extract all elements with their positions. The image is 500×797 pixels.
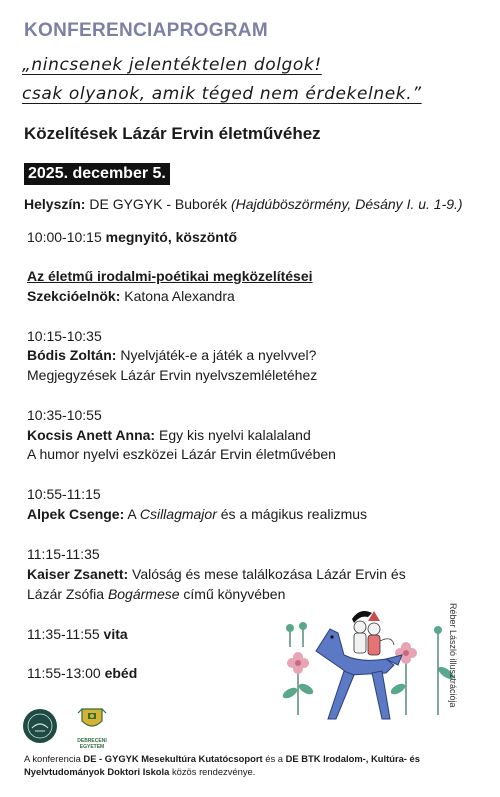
- section-title-row: [27, 266, 313, 286]
- quote-line-2: csak olyanok, amik téged nem érdekelnek.”: [22, 84, 422, 104]
- opening-time: 10:00-10:15: [27, 229, 102, 245]
- university-crest-icon: [74, 705, 110, 733]
- university-logo: [74, 705, 110, 750]
- footer-org-2: DE BTK Irodalom-, Kultúra- és Nyelvtudományok Doktori Iskola: [24, 753, 420, 777]
- section-chair-row: [27, 286, 235, 306]
- talk-1-title-2: Megjegyzések Lázár Ervin nyelvszemléletéhez: [27, 367, 318, 383]
- talk-2-title-1: Egy kis nyelvi kalalaland: [158, 427, 311, 443]
- talk-4-speaker: Kaiser Zsanett:: [27, 566, 129, 582]
- plant-bud-icon: [299, 622, 307, 630]
- talk-4-title-2-post: című könyvében: [183, 586, 286, 602]
- talk-4-title-1: Valóság és mese találkozása Lázár Ervin és: [132, 566, 406, 582]
- talk-4-line-1: [27, 564, 406, 584]
- talk-3-speaker: Alpek Csenge:: [27, 506, 125, 522]
- footer-pre: A konferencia: [24, 753, 81, 764]
- lunch-row: [27, 663, 137, 683]
- quote-line-1: „nincsenek jelentéktelen dolgok!: [22, 55, 322, 75]
- talk-1-title-1: Nyelvjáték-e a játék a nyelvvel?: [120, 347, 317, 363]
- opening-row: [27, 227, 237, 247]
- venue-line: [24, 196, 463, 212]
- riders-icon: [352, 611, 394, 655]
- lunch-title: ebéd: [104, 665, 138, 681]
- talk-2-speaker: Kocsis Anett Anna:: [27, 427, 156, 443]
- program-title: KONFERENCIAPROGRAM: [24, 20, 268, 41]
- discussion-row: [27, 624, 128, 644]
- venue-address: (Hajdúböszörmény, Désány I. u. 1-9.): [230, 196, 463, 212]
- section-chair-label: Szekcióelnök:: [27, 288, 121, 304]
- talk-1-time: 10:15-10:35: [27, 328, 102, 344]
- venue-name: DE GYGYK - Buborék: [89, 196, 228, 212]
- talk-4-line-2: [27, 584, 285, 604]
- talk-4-title-2-pre: Lázár Zsófia: [27, 586, 105, 602]
- footer-mid: és a: [265, 753, 283, 764]
- talk-3-title-pre: A: [127, 506, 136, 522]
- section-chair-name: Katona Alexandra: [124, 288, 235, 304]
- discussion-time: 11:35-11:55: [27, 626, 100, 642]
- discussion-title: vita: [103, 626, 128, 642]
- footer-post: közös rendezvénye.: [171, 766, 256, 777]
- section-title: Az életmű irodalmi-poétikai megközelítései: [27, 268, 313, 284]
- talk-3-line-1: [27, 504, 367, 524]
- talk-4-time: 11:15-11:35: [27, 546, 100, 562]
- pink-flower-icon: [287, 652, 309, 674]
- footer-note: [24, 752, 476, 778]
- lunch-time: 11:55-13:00: [27, 665, 101, 681]
- subtitle: Közelítések Lázár Ervin életművéhez: [24, 124, 321, 143]
- plant-bud-icon: [286, 624, 294, 632]
- venue-label: Helyszín:: [24, 196, 86, 212]
- date-badge: 2025. december 5.: [24, 163, 170, 185]
- talk-1-speaker: Bódis Zoltán:: [27, 347, 117, 363]
- talk-2-title-2: A humor nyelvi eszközei Lázár Ervin életművében: [27, 446, 336, 462]
- talk-1-line-1: [27, 345, 316, 365]
- talk-2-line-1: [27, 425, 311, 445]
- research-group-logo-icon: [23, 709, 57, 743]
- horse-riders-illustration: [268, 593, 464, 723]
- talk-4-title-2-italic: Bogármese: [107, 586, 180, 602]
- talk-3-title-italic: Csillagmajor: [139, 506, 217, 522]
- opening-title: megnyitó, köszöntő: [105, 229, 238, 245]
- illustration-credit: Réber László illusztrációja: [448, 603, 458, 708]
- footer-org-1: DE - GYGYK Mesekultúra Kutatócsoport: [83, 753, 263, 764]
- talk-2-time: 10:35-10:55: [27, 407, 102, 423]
- university-logo-text: DEBRECENI EGYETEM: [77, 738, 107, 750]
- talk-3-time: 10:55-11:15: [27, 486, 101, 502]
- talk-3-title-post: és a mágikus realizmus: [220, 506, 368, 522]
